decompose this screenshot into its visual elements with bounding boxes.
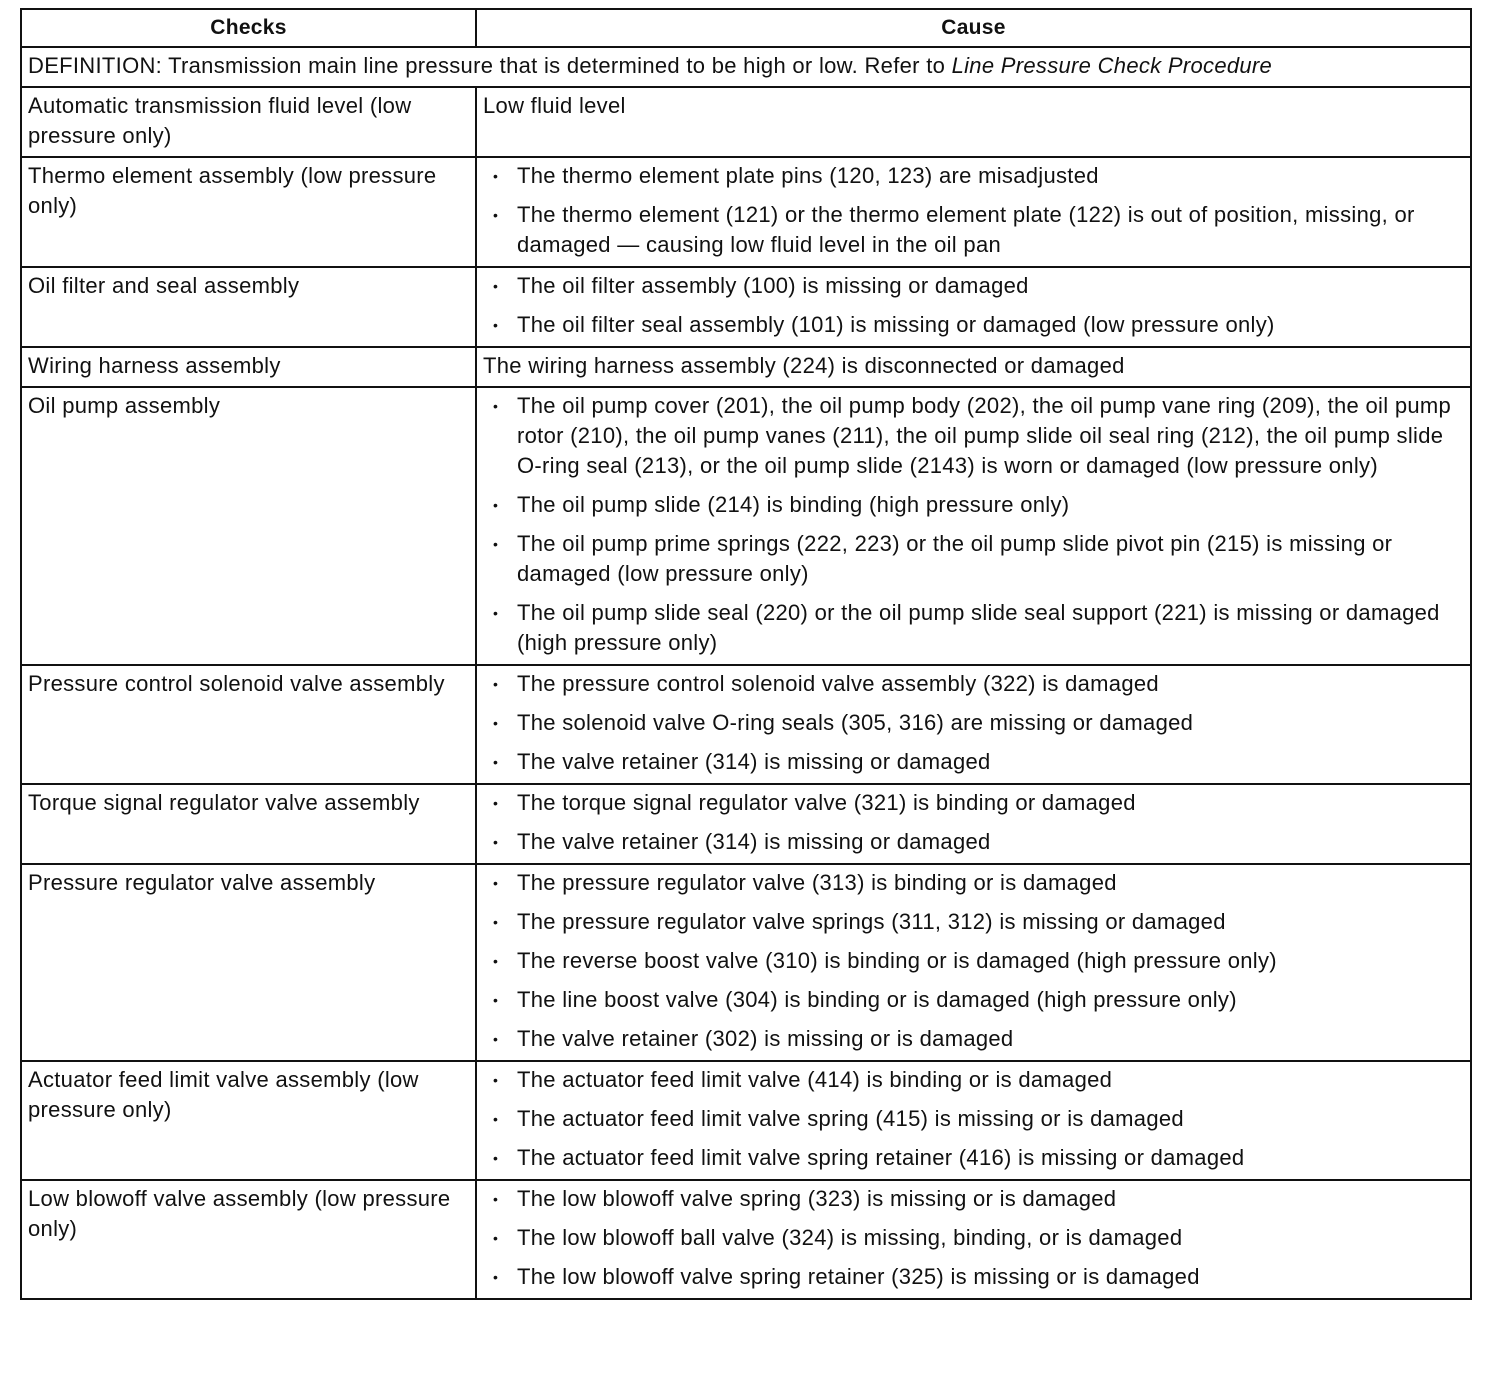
table-header-row [21, 9, 1471, 47]
list-item [493, 827, 1464, 857]
check-cell: Thermo element assembly (low pressure only) [21, 157, 476, 267]
check-cell: Low blowoff valve assembly (low pressure only) [21, 1180, 476, 1299]
table-row [21, 267, 1471, 347]
bullet-icon: • [493, 1072, 499, 1088]
bullet-icon: • [493, 834, 499, 850]
cause-text: The oil pump cover (201), the oil pump body (202), the oil pump vane ring (209), the oil pump rotor (210), the oil pump vanes (211), the oil pump slide oil seal ring (212), the oil pump slide O-ring seal (213), or the oil pump slide (2143) is worn or damaged (low pressure only) [517, 393, 1452, 478]
cause-text: The thermo element plate pins (120, 123) are misadjusted [517, 163, 1099, 188]
cause-text: The pressure regulator valve springs (311, 312) is missing or damaged [517, 909, 1226, 934]
cause-text: The oil filter seal assembly (101) is missing or damaged (low pressure only) [517, 312, 1275, 337]
list-item [493, 1184, 1464, 1214]
bullet-icon: • [493, 1150, 499, 1166]
list-item [493, 271, 1464, 301]
cause-list [483, 1184, 1464, 1292]
bullet-icon: • [493, 278, 499, 294]
bullet-icon: • [493, 536, 499, 552]
list-item [493, 161, 1464, 191]
bullet-icon: • [493, 398, 499, 414]
bullet-icon: • [493, 754, 499, 770]
table-row [21, 87, 1471, 157]
table-row [21, 665, 1471, 784]
check-cell: Pressure control solenoid valve assembly [21, 665, 476, 784]
bullet-icon: • [493, 1191, 499, 1207]
cause-text: The line boost valve (304) is binding or is damaged (high pressure only) [517, 987, 1237, 1012]
bullet-icon: • [493, 1269, 499, 1285]
bullet-icon: • [493, 605, 499, 621]
diagnostic-table [20, 8, 1472, 1300]
list-item [493, 1143, 1464, 1173]
cause-cell [476, 387, 1471, 665]
check-cell: Wiring harness assembly [21, 347, 476, 387]
cause-text: The oil filter assembly (100) is missing or damaged [517, 273, 1029, 298]
bullet-icon: • [493, 168, 499, 184]
check-cell: Pressure regulator valve assembly [21, 864, 476, 1061]
bullet-icon: • [493, 795, 499, 811]
cause-list [483, 271, 1464, 340]
table-row [21, 387, 1471, 665]
cause-cell: The wiring harness assembly (224) is disconnected or damaged [476, 347, 1471, 387]
list-item [493, 529, 1464, 589]
cause-list [483, 161, 1464, 260]
bullet-icon: • [493, 1111, 499, 1127]
definition-row [21, 47, 1471, 87]
list-item [493, 1065, 1464, 1095]
list-item [493, 1024, 1464, 1054]
bullet-icon: • [493, 207, 499, 223]
cause-text: The low blowoff valve spring retainer (325) is missing or is damaged [517, 1264, 1200, 1289]
cause-column-header: Cause [476, 9, 1471, 47]
list-item [493, 1262, 1464, 1292]
cause-text: The actuator feed limit valve (414) is binding or is damaged [517, 1067, 1113, 1092]
list-item [493, 310, 1464, 340]
list-item [493, 907, 1464, 937]
cause-cell [476, 665, 1471, 784]
cause-text: The valve retainer (314) is missing or damaged [517, 749, 991, 774]
list-item [493, 669, 1464, 699]
table-row [21, 1061, 1471, 1180]
cause-text: The torque signal regulator valve (321) is binding or damaged [517, 790, 1136, 815]
cause-text: The actuator feed limit valve spring retainer (416) is missing or damaged [517, 1145, 1245, 1170]
table-row [21, 784, 1471, 864]
cause-text: The reverse boost valve (310) is binding or is damaged (high pressure only) [517, 948, 1277, 973]
bullet-icon: • [493, 914, 499, 930]
list-item [493, 747, 1464, 777]
bullet-icon: • [493, 715, 499, 731]
cause-list [483, 788, 1464, 857]
definition-cell [21, 47, 1471, 87]
cause-text: The low blowoff ball valve (324) is missing, binding, or is damaged [517, 1225, 1183, 1250]
cause-list [483, 669, 1464, 777]
definition-text: DEFINITION: Transmission main line pressure that is determined to be high or low. Refer to [28, 53, 952, 78]
cause-text: The oil pump slide seal (220) or the oil pump slide seal support (221) is missing or damaged (high pressure only) [517, 600, 1440, 655]
check-cell: Actuator feed limit valve assembly (low pressure only) [21, 1061, 476, 1180]
cause-text: The valve retainer (302) is missing or is damaged [517, 1026, 1014, 1051]
list-item [493, 788, 1464, 818]
list-item [493, 391, 1464, 481]
bullet-icon: • [493, 875, 499, 891]
list-item [493, 708, 1464, 738]
cause-cell: Low fluid level [476, 87, 1471, 157]
check-cell: Torque signal regulator valve assembly [21, 784, 476, 864]
checks-column-header: Checks [21, 9, 476, 47]
bullet-icon: • [493, 1031, 499, 1047]
list-item [493, 1104, 1464, 1134]
cause-cell [476, 784, 1471, 864]
table-row [21, 1180, 1471, 1299]
list-item [493, 490, 1464, 520]
bullet-icon: • [493, 992, 499, 1008]
cause-text: The low blowoff valve spring (323) is missing or is damaged [517, 1186, 1117, 1211]
list-item [493, 985, 1464, 1015]
table-row [21, 347, 1471, 387]
check-cell: Oil pump assembly [21, 387, 476, 665]
list-item [493, 200, 1464, 260]
cause-cell [476, 267, 1471, 347]
bullet-icon: • [493, 953, 499, 969]
cause-text: The solenoid valve O-ring seals (305, 316) are missing or damaged [517, 710, 1194, 735]
list-item [493, 868, 1464, 898]
cause-cell [476, 1061, 1471, 1180]
cause-text: The pressure regulator valve (313) is binding or is damaged [517, 870, 1117, 895]
definition-reference: Line Pressure Check Procedure [951, 53, 1273, 78]
bullet-icon: • [493, 497, 499, 513]
bullet-icon: • [493, 676, 499, 692]
cause-cell [476, 1180, 1471, 1299]
cause-text: The actuator feed limit valve spring (415) is missing or is damaged [517, 1106, 1184, 1131]
cause-list [483, 1065, 1464, 1173]
bullet-icon: • [493, 317, 499, 333]
table-row [21, 864, 1471, 1061]
table-row [21, 157, 1471, 267]
list-item [493, 946, 1464, 976]
check-cell: Oil filter and seal assembly [21, 267, 476, 347]
cause-list [483, 391, 1464, 658]
cause-cell [476, 864, 1471, 1061]
cause-text: The oil pump prime springs (222, 223) or the oil pump slide pivot pin (215) is missing or damaged (low pressure only) [517, 531, 1393, 586]
cause-text: The valve retainer (314) is missing or damaged [517, 829, 991, 854]
list-item [493, 598, 1464, 658]
cause-text: The thermo element (121) or the thermo element plate (122) is out of position, missing, or damaged — causing low fluid level in the oil pan [517, 202, 1415, 257]
list-item [493, 1223, 1464, 1253]
cause-text: The oil pump slide (214) is binding (high pressure only) [517, 492, 1070, 517]
bullet-icon: • [493, 1230, 499, 1246]
cause-list [483, 868, 1464, 1054]
cause-text: The pressure control solenoid valve assembly (322) is damaged [517, 671, 1159, 696]
check-cell: Automatic transmission fluid level (low pressure only) [21, 87, 476, 157]
cause-cell [476, 157, 1471, 267]
